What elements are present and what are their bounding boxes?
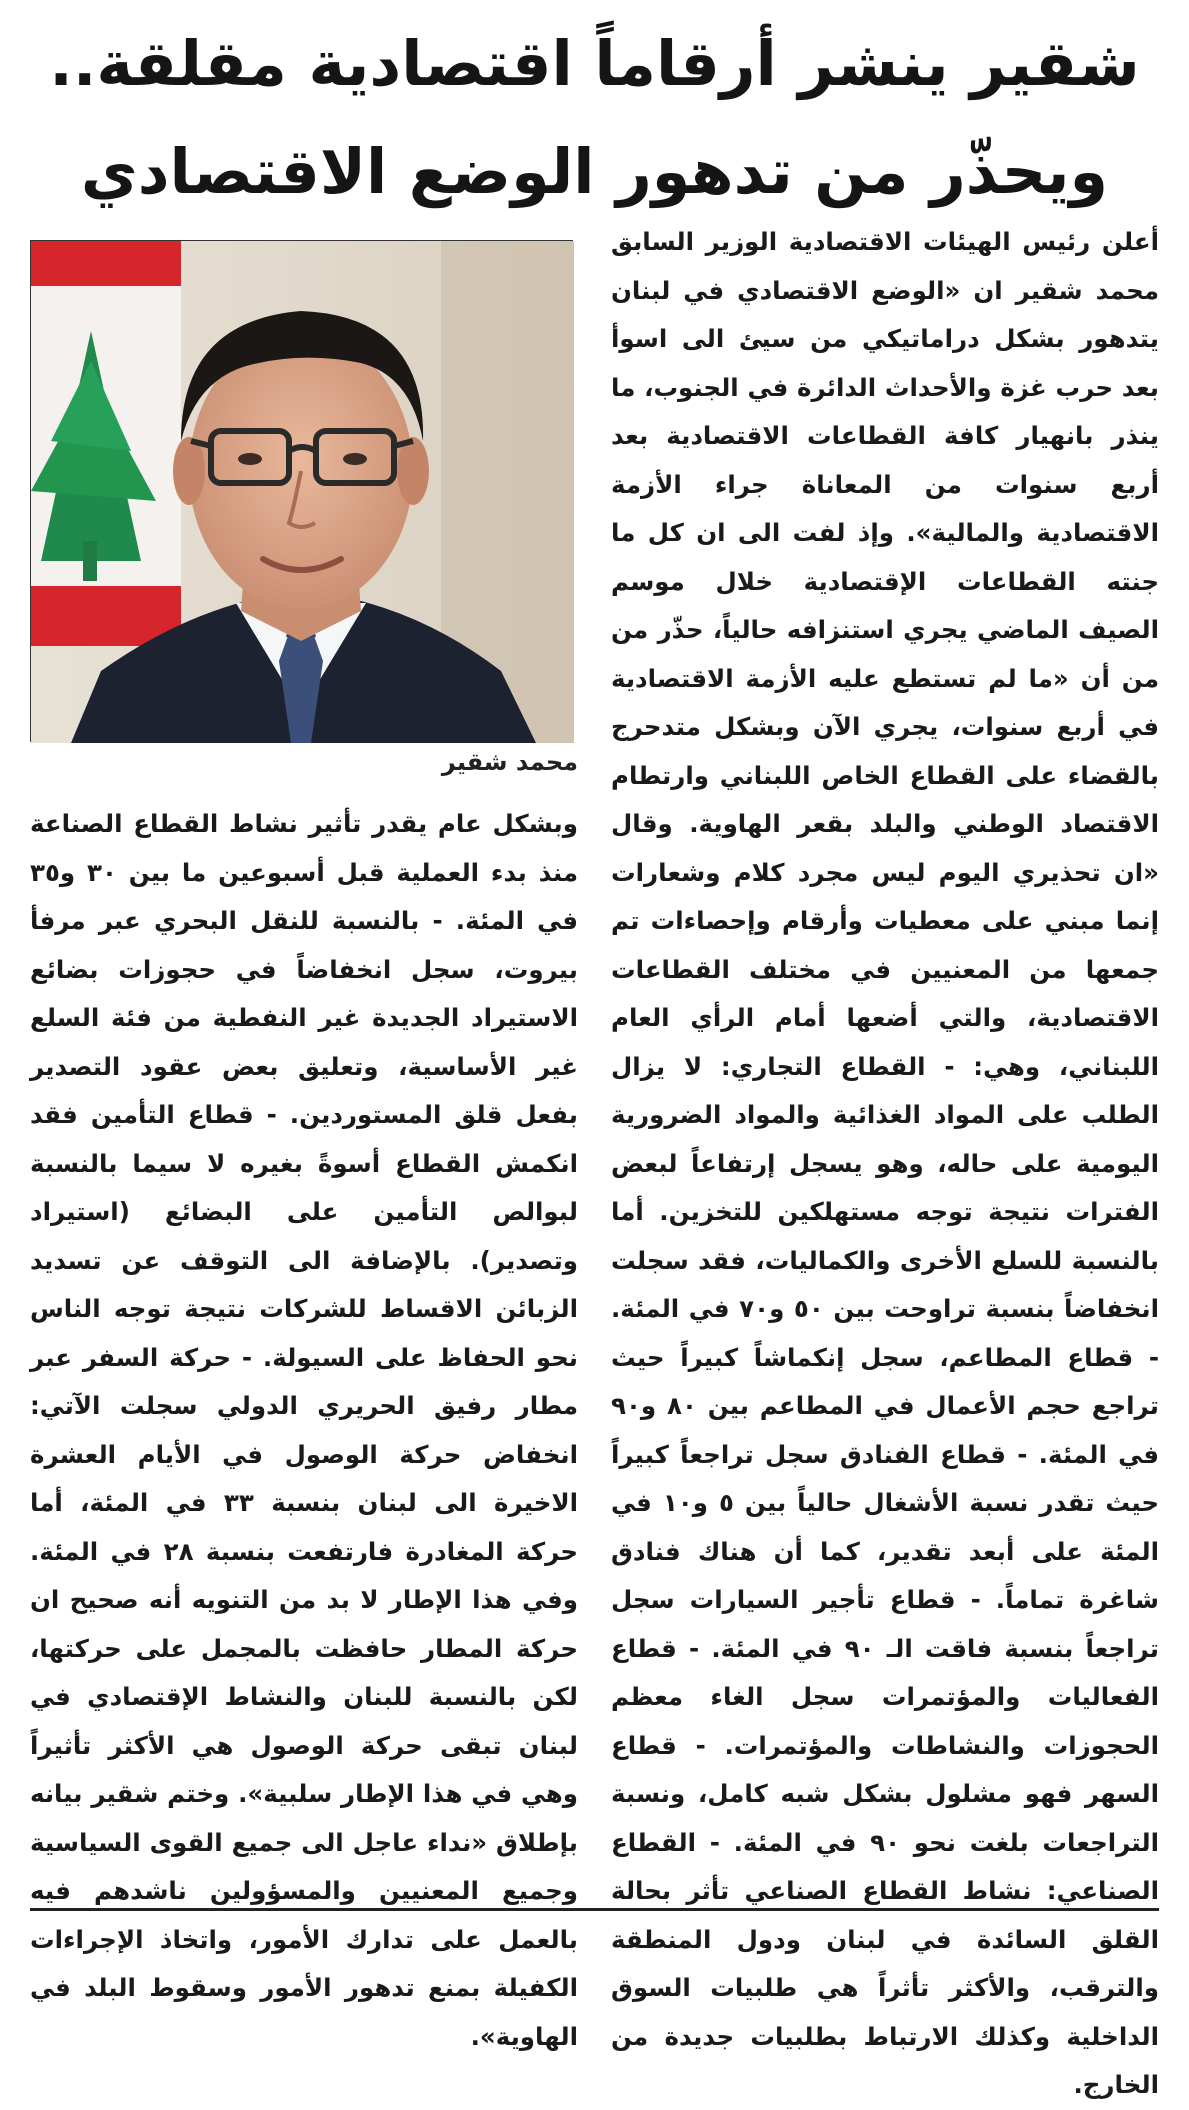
article-body-left-column: وبشكل عام يقدر تأثير نشاط القطاع الصناعة منذ بدء العملية قبل أسبوعين ما بين ٣٠ و٣٥ في المئة. - بالنسبة للنقل البحري عبر مرفأ بيروت، سجل انخفاضاً في حجوزات بضائع الاستيراد الجديدة غير النفطية من فئة السلع غير الأساسية، وتعليق بعض عقود التصدير بفعل قلق المستوردين. - قطاع التأمين فقد انكمش القطاع أسوةً بغيره لا سيما بالنسبة لبوالص التأمين على البضائع (استيراد وتصدير). بالإضافة الى التوقف عن تسديد الزبائن الاقساط للشركات نتيجة توجه الناس نحو الحفاظ على السيولة. - حركة السفر عبر مطار رفيق الحريري الدولي سجلت الآتي: انخفاض حركة الوصول في الأيام العشرة الاخيرة الى لبنان بنسبة ٣٣ في المئة، أما حركة المغادرة فارتفعت بنسبة ٢٨ في المئة. وفي هذا الإطار لا بد من التنويه أنه صحيح ان حركة المطار حافظت بالمجمل على حركتها، لكن بالنسبة للبنان والنشاط الإقتصادي في لبنان تبقى حركة الوصول هي الأكثر تأثيراً وهي في هذا الإطار سلبية». وختم شقير بيانه بإطلاق «نداء عاجل الى جميع القوى السياسية وجميع المعنيين والمسؤولين ناشدهم فيه بالعمل على تدارك الأمور، واتخاذ الإجراءات الكفيلة بمنع تدهور الأمور وسقوط البلد في الهاوية».	[30, 809, 579, 2051]
lebanese-flag-icon	[31, 241, 181, 646]
portrait-photo	[30, 240, 573, 742]
headline-line-2: ويحذّر من تدهور الوضع الاقتصادي	[80, 135, 1109, 208]
article-body-right-column: أعلن رئيس الهيئات الاقتصادية الوزير السابق محمد شقير ان «الوضع الاقتصادي في لبنان يتدهور بشكل دراماتيكي من سيئ الى اسوأ بعد حرب غزة والأحداث الدائرة في الجنوب، ما ينذر بانهيار كافة القطاعات الاقتصادية بعد أربع سنوات من المعاناة جراء الأزمة الاقتصادية والمالية». وإذ لفت الى ان كل ما جنته القطاعات الإقتصادية خلال موسم الصيف الماضي يجري استنزافه حالياً، حذّر من من أن «ما لم تستطع عليه الأزمة الاقتصادية في أربع سنوات، يجري الآن وبشكل متدحرج بالقضاء على القطاع الخاص اللبناني وارتطام الاقتصاد الوطني والبلد بقعر الهاوية. وقال «ان تحذيري اليوم ليس مجرد كلام وشعارات إنما مبني على معطيات وأرقام وإحصاءات تم جمعها من المعنيين في مختلف القطاعات الاقتصادية، والتي أضعها أمام الرأي العام اللبناني، وهي: - القطاع التجاري: لا يزال الطلب على المواد الغذائية والمواد الضرورية اليومية على حاله، وهو يسجل إرتفاعاً لبعض الفترات نتيجة توجه مستهلكين للتخزين. أما بالنسبة للسلع الأخرى والكماليات، فقد سجلت انخفاضاً بنسبة تراوحت بين ٥٠ و٧٠ في المئة. - قطاع المطاعم، سجل إنكماشاً كبيراً حيث تراجع حجم الأعمال في المطاعم بين ٨٠ و٩٠ في المئة. - قطاع الفنادق سجل تراجعاً كبيراً حيث تقدر نسبة الأشغال حالياً بين ٥ و١٠ في المئة على أبعد تقدير، كما أن هناك فنادق شاغرة تماماً. - قطاع تأجير السيارات سجل تراجعاً بنسبة فاقت الـ ٩٠ في المئة. - قطاع الفعاليات والمؤتمرات سجل الغاء معظم الحجوزات والنشاطات والمؤتمرات. - قطاع السهر فهو مشلول بشكل شبه كامل، ونسبة التراجعات بلغت نحو ٩٠ في المئة. - القطاع الصناعي: نشاط القطاع الصناعي تأثر بحالة القلق السائدة في لبنان ودول المنطقة والترقب، والأكثر تأثراً هي طلبيات السوق الداخلية وكذلك الارتباط بطلبيات جديدة من الخارج.	[611, 227, 1160, 2099]
portrait-illustration	[31, 241, 574, 743]
bottom-divider	[30, 1908, 1159, 1911]
photo-caption: محمد شقير	[441, 748, 578, 776]
headline-line-1: شقير ينشر أرقاماً اقتصادية مقلقة..	[49, 27, 1140, 100]
article-headline	[30, 10, 1159, 226]
